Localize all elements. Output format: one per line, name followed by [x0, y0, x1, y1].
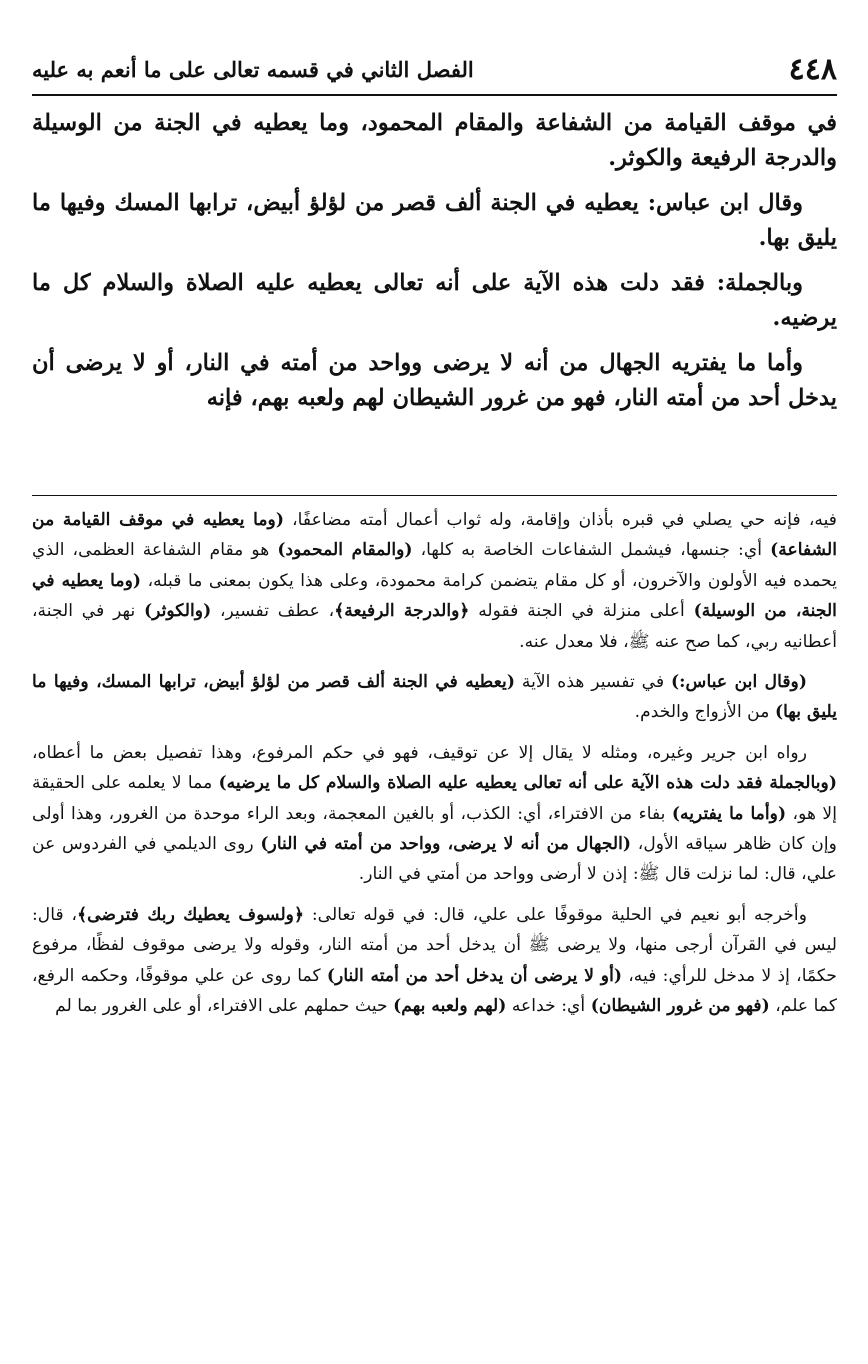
main-paragraph: في موقف القيامة من الشفاعة والمقام المحمود، وما يعطيه في الجنة من الوسيلة والدرجة الرفيعة والكوثر. — [32, 110, 837, 171]
commentary-text: حيث حملهم على الافتراء، أو على الغرور بما لم — [55, 996, 394, 1017]
quoted-text: (والمقام المحمود) — [277, 540, 413, 561]
commentary-text: نهر في الجنة، أعطانيه ربي، كما صح عنه ﷺ، فلا معدل عنه. — [32, 601, 837, 652]
quoted-text: (وبالجملة فقد دلت هذه الآية على أنه تعالى يعطيه عليه الصلاة والسلام كل ما يرضيه) — [218, 773, 837, 794]
commentary-text: أي: جنسها، فيشمل الشفاعات الخاصة به كلها، — [412, 540, 771, 561]
commentary-paragraph — [32, 505, 837, 657]
quoted-text: (وأما ما يفتريه) — [671, 803, 787, 824]
quoted-text: ﴿ولسوف يعطيك ربك فترضى﴾ — [77, 904, 305, 925]
quoted-text: (أو لا يرضى أن يدخل أحد من أمته النار) — [326, 965, 623, 986]
commentary-text: روى الديلمي في الفردوس عن علي، قال: لما نزلت قال ﷺ: إذن لا أرضى وواحد من أمتي في النار. — [32, 834, 837, 885]
quoted-text: (لهم ولعبه بهم) — [393, 996, 507, 1017]
commentary-paragraph — [32, 900, 837, 1022]
main-paragraph: وبالجملة: فقد دلت هذه الآية على أنه تعالى يعطيه عليه الصلاة والسلام كل ما يرضيه. — [32, 270, 837, 331]
commentary-paragraph — [32, 738, 837, 890]
quoted-text: (وقال ابن عباس:) — [671, 672, 807, 693]
commentary-text: هو مقام الشفاعة العظمى، الذي يحمده فيه الأولون والآخرون، أو كل مقام يتضمن كرامة محمودة، وعلى هذا يكون بمعنى ما قبله، — [32, 540, 838, 591]
main-paragraph: وأما ما يفتريه الجهال من أنه لا يرضى وواحد من أمته في النار، أو لا يرضى أن يدخل أحد من أمته النار، فهو من غرور الشيطان لهم ولعبه بهم، فإنه — [32, 350, 837, 411]
commentary-paragraph — [32, 667, 837, 728]
header-rule — [32, 94, 837, 96]
quoted-text: (يعطيه في الجنة ألف قصر من لؤلؤ أبيض، ترابها المسك، وفيها ما يليق بها) — [32, 672, 837, 723]
commentary-text: بفاء من الافتراء، أي: الكذب، أو بالغين المعجمة، وبعد الراء موحدة من الغرور، وهذا أولى وإن كان ظاهر سياقه الأول، — [32, 803, 837, 855]
commentary-text: فيه، فإنه حي يصلي في قبره بأذان وإقامة، وله ثواب أعمال أمته مضاعفًا، — [284, 510, 837, 530]
main-paragraph: وقال ابن عباس: يعطيه في الجنة ألف قصر من لؤلؤ أبيض، ترابها المسك وفيها ما يليق بها. — [32, 190, 837, 251]
commentary-text: ، عطف تفسير، — [211, 601, 335, 622]
quoted-text: ﴿والدرجة الرفيعة﴾ — [334, 601, 470, 622]
quoted-text: (وما يعطيه في الجنة، من الوسيلة) — [32, 570, 837, 622]
main-text — [32, 106, 837, 426]
commentary-text: وأخرجه أبو نعيم في الحلية موقوفًا على علي، قال: في قوله تعالى: — [304, 904, 807, 925]
page-header — [32, 46, 837, 92]
commentary-text: ، قال: ليس في القرآن أرجى منها، ولا يرضى ﷺ أن يدخل أحد من أمته النار، وقوله ولا يرضى موقوف لفظًا، مرفوع حكمًا، إذ لا مدخل للرأي: فيه، — [32, 904, 838, 986]
quoted-text: (وما يعطيه في موقف القيامة من الشفاعة) — [32, 510, 837, 561]
commentary-text: رواه ابن جرير وغيره، ومثله لا يقال إلا عن توقيف، فهو في حكم المرفوع، وهذا تفصيل بعض ما أعطاه، — [32, 742, 807, 763]
quoted-text: (فهو من غرور الشيطان) — [590, 996, 770, 1017]
running-title: الفصل الثاني في قسمه تعالى على ما أنعم به عليه — [32, 56, 474, 82]
commentary-text: أعلى منزلة في الجنة فقوله — [469, 601, 694, 622]
page-number: ٤٤٨ — [788, 51, 837, 87]
quoted-text: (الجهال من أنه لا يرضى، وواحد من أمته في النار) — [260, 834, 632, 855]
commentary — [32, 505, 837, 1032]
commentary-text: من الأزواج والخدم. — [634, 702, 775, 723]
commentary-text: مما لا يعلمه على الحقيقة إلا هو، — [32, 773, 838, 824]
quoted-text: (والكوثر) — [144, 601, 212, 622]
commentary-text: كما روى عن علي موقوفًا، وحكمه الرفع، كما علم، — [32, 965, 837, 1017]
commentary-text: في تفسير هذه الآية — [514, 672, 672, 693]
commentary-text: أي: خداعه — [506, 996, 591, 1017]
footnote-separator — [32, 495, 837, 496]
